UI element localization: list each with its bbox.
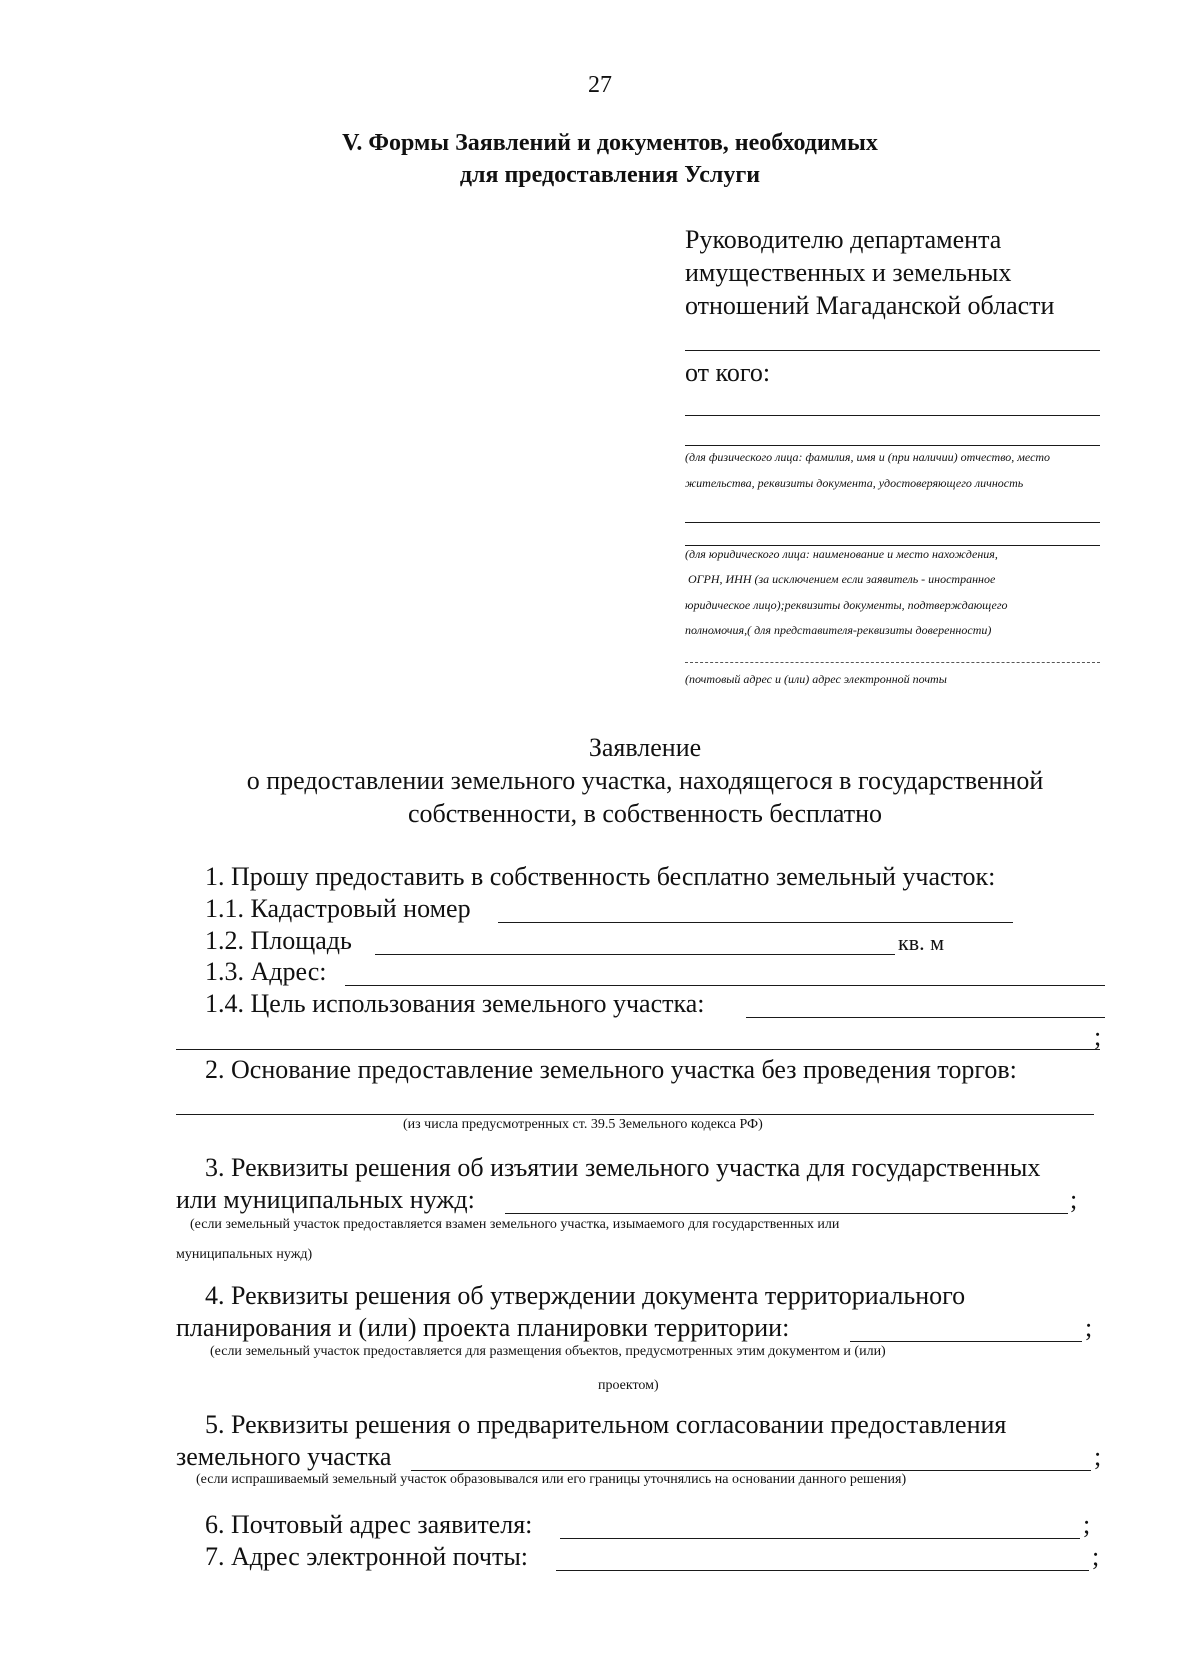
purpose-line-2[interactable] [176,1049,1100,1050]
basis-line[interactable] [176,1114,1094,1115]
statement-subtitle-1: о предоставлении земельного участка, находящегося в государственной [246,766,1044,795]
item-2: 2. Основание предоставление земельного участка без проведения торгов: [205,1055,1017,1084]
item-2-note: (из числа предусмотренных ст. 39.5 Земельного кодекса РФ) [403,1117,763,1132]
item-3-note-1: (если земельный участок предоставляется взамен земельного участка, изымаемого для государственных или [190,1217,840,1232]
from-blank-line-1[interactable] [685,415,1100,416]
note-individual-1: (для физического лица: фамилия, имя и (при наличии) отчество, место [685,450,1051,464]
note-legal-3: юридическое лицо);реквизиты документы, подтверждающего [685,598,1008,612]
from-label: от кого: [685,358,771,387]
item-4-note-1: (если земельный участок предоставляется для размещения объектов, предусмотренных этим документом и (или) [210,1344,886,1359]
legal-blank-line-1[interactable] [685,522,1100,523]
item-1: 1. Прошу предоставить в собственность бесплатно земельный участок: [205,862,996,891]
from-blank-line-2[interactable] [685,445,1100,446]
item-4-note-2: проектом) [598,1378,659,1393]
seizure-decision-line[interactable] [505,1213,1068,1214]
email-line[interactable] [556,1570,1089,1571]
item-6-label: 6. Почтовый адрес заявителя: [205,1510,533,1539]
section-heading-line1: V. Формы Заявлений и документов, необходимых [342,130,878,156]
purpose-line-1[interactable] [746,1017,1105,1018]
item-7-semicolon: ; [1092,1542,1100,1571]
item-5-note: (если испрашиваемый земельный участок образовывался или его границы уточнялись на основании данного решения) [196,1472,907,1487]
item-5-line2: земельного участка [176,1442,392,1471]
note-legal-2: ОГРН, ИНН (за исключением если заявитель - иностранное [688,572,996,586]
item-3-line2: или муниципальных нужд: [176,1185,475,1214]
preliminary-approval-line[interactable] [411,1470,1091,1471]
note-postal: (почтовый адрес и (или) адрес электронной почты [685,672,947,686]
postal-blank-line[interactable] [685,662,1100,663]
item-3-line1: 3. Реквизиты решения об изъятии земельного участка для государственных [205,1153,1041,1182]
item-3-note-2: муниципальных нужд) [176,1247,313,1262]
area-line[interactable] [375,954,895,955]
item-3-semicolon: ; [1070,1185,1078,1214]
address-line[interactable] [345,985,1105,986]
postal-address-line[interactable] [560,1538,1080,1539]
item-5-line1: 5. Реквизиты решения о предварительном согласовании предоставления [205,1410,1007,1439]
item-1-3-label: 1.3. Адрес: [205,957,327,986]
addressee-line1: Руководителю департамента [685,225,1002,254]
item-4-line1: 4. Реквизиты решения об утверждении документа территориального [205,1281,966,1310]
item-5-semicolon: ; [1094,1442,1102,1471]
item-6-semicolon: ; [1083,1510,1091,1539]
addressee-line2: имущественных и земельных [685,258,1012,287]
item-4-line2: планирования и (или) проекта планировки территории: [176,1313,790,1342]
statement-subtitle-2: собственности, в собственность бесплатно [407,799,883,828]
page-number: 27 [588,72,612,98]
item-4-semicolon: ; [1085,1313,1093,1342]
legal-blank-line-2[interactable] [685,545,1100,546]
item-1-4-label: 1.4. Цель использования земельного участка: [205,989,705,1018]
note-legal-4: полномочия,( для представителя-реквизиты доверенности) [685,623,992,637]
note-individual-2: жительства, реквизиты документа, удостоверяющего личность [685,476,1024,490]
cadastral-number-line[interactable] [498,922,1013,923]
area-unit: кв. м [898,930,944,955]
note-legal-1: (для юридического лица: наименование и место нахождения, [685,547,998,561]
item-1-2-label: 1.2. Площадь [205,926,352,955]
statement-title: Заявление [588,733,702,762]
section-heading-line2: для предоставления Услуги [459,162,761,188]
item-1-1-label: 1.1. Кадастровый номер [205,894,471,923]
addressee-blank-line[interactable] [685,350,1100,351]
addressee-line3: отношений Магаданской области [685,291,1055,320]
purpose-semicolon: ; [1094,1022,1102,1051]
planning-decision-line[interactable] [850,1341,1082,1342]
item-7-label: 7. Адрес электронной почты: [205,1542,529,1571]
